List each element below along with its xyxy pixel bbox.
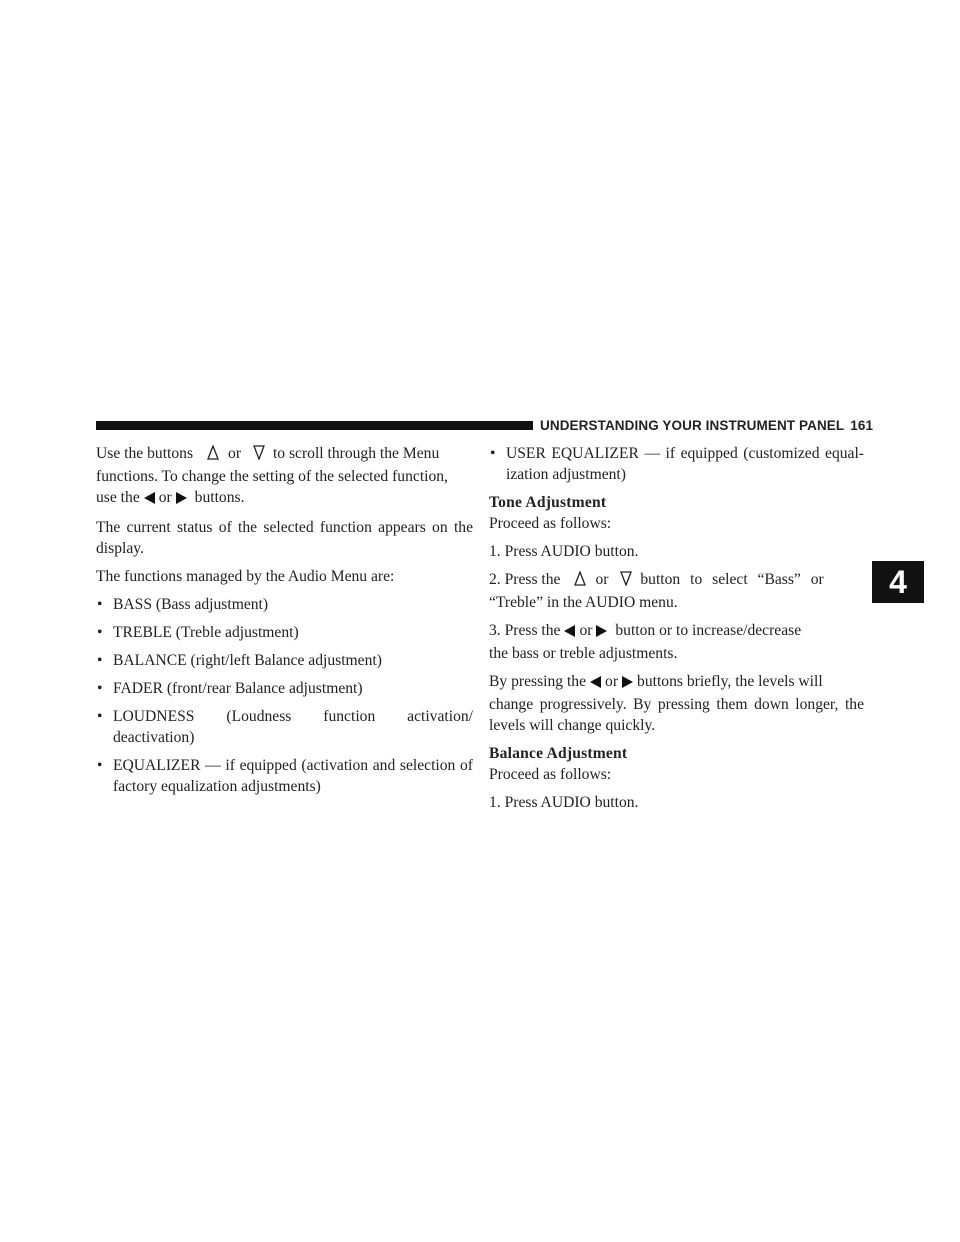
- page-number: 161: [850, 418, 874, 433]
- list-item: • FADER (front/rear Balance adjustment): [97, 680, 363, 697]
- chapter-tab: 4: [872, 561, 924, 603]
- bullet-icon: •: [97, 652, 103, 669]
- left-arrow-icon: [564, 622, 575, 643]
- left-column: [96, 443, 473, 804]
- balance-step-1: 1. Press AUDIO button.: [489, 794, 639, 811]
- down-triangle-icon: [620, 571, 632, 592]
- up-triangle-icon: [207, 445, 219, 466]
- list-item: • TREBLE (Treble adjustment): [97, 624, 299, 641]
- tone-step-3: 3. Press the or button or to increase/decrease the bass or treble adjustments.: [489, 622, 802, 662]
- bullet-icon: •: [97, 624, 103, 641]
- left-arrow-icon: [144, 489, 155, 510]
- bullet-icon: •: [97, 757, 103, 774]
- functions-intro: The functions managed by the Audio Menu are:: [96, 568, 395, 585]
- right-arrow-icon: [622, 673, 633, 694]
- bullet-icon: •: [97, 680, 103, 697]
- running-header: [540, 418, 872, 433]
- tone-note: By pressing the or buttons briefly, the levels will change progressively. By pressing them down longer, the levels will change quickly.: [489, 673, 864, 734]
- tone-step-1: 1. Press AUDIO button.: [489, 543, 639, 560]
- header-title: UNDERSTANDING YOUR INSTRUMENT PANEL: [540, 418, 845, 433]
- list-item: • LOUDNESS (Loudness function activation/ deactivation): [97, 708, 473, 746]
- list-item: • BASS (Bass adjustment): [97, 596, 269, 613]
- balance-adjustment-heading: Balance Adjustment: [489, 745, 628, 762]
- list-item: • BALANCE (right/left Balance adjustment): [97, 652, 382, 669]
- bullet-icon: •: [490, 445, 496, 462]
- status-paragraph: The current status of the selected function appears on the display.: [96, 519, 473, 557]
- down-triangle-icon: [253, 445, 265, 466]
- right-arrow-icon: [176, 489, 187, 510]
- list-item: • USER EQUALIZER — if equipped (customized equal-ization adjustment): [490, 445, 864, 483]
- balance-intro: Proceed as follows:: [489, 766, 612, 783]
- tone-adjustment-heading: Tone Adjustment: [489, 494, 607, 511]
- tone-step-2: 2. Press the or button to select “Bass” or “Treble” in the AUDIO menu.: [489, 571, 824, 611]
- right-arrow-icon: [596, 622, 607, 643]
- intro-paragraph: Use the buttons or to scroll through the Menu functions. To change the setting of the selected function, use the or buttons.: [96, 443, 473, 510]
- bullet-icon: •: [97, 596, 103, 613]
- up-triangle-icon: [574, 571, 586, 592]
- right-column: [489, 443, 864, 820]
- header-rule: [96, 421, 533, 430]
- tone-intro: Proceed as follows:: [489, 515, 612, 532]
- left-arrow-icon: [590, 673, 601, 694]
- list-item: • EQUALIZER — if equipped (activation and selection of factory equalization adjustments): [97, 757, 473, 795]
- bullet-icon: •: [97, 708, 103, 725]
